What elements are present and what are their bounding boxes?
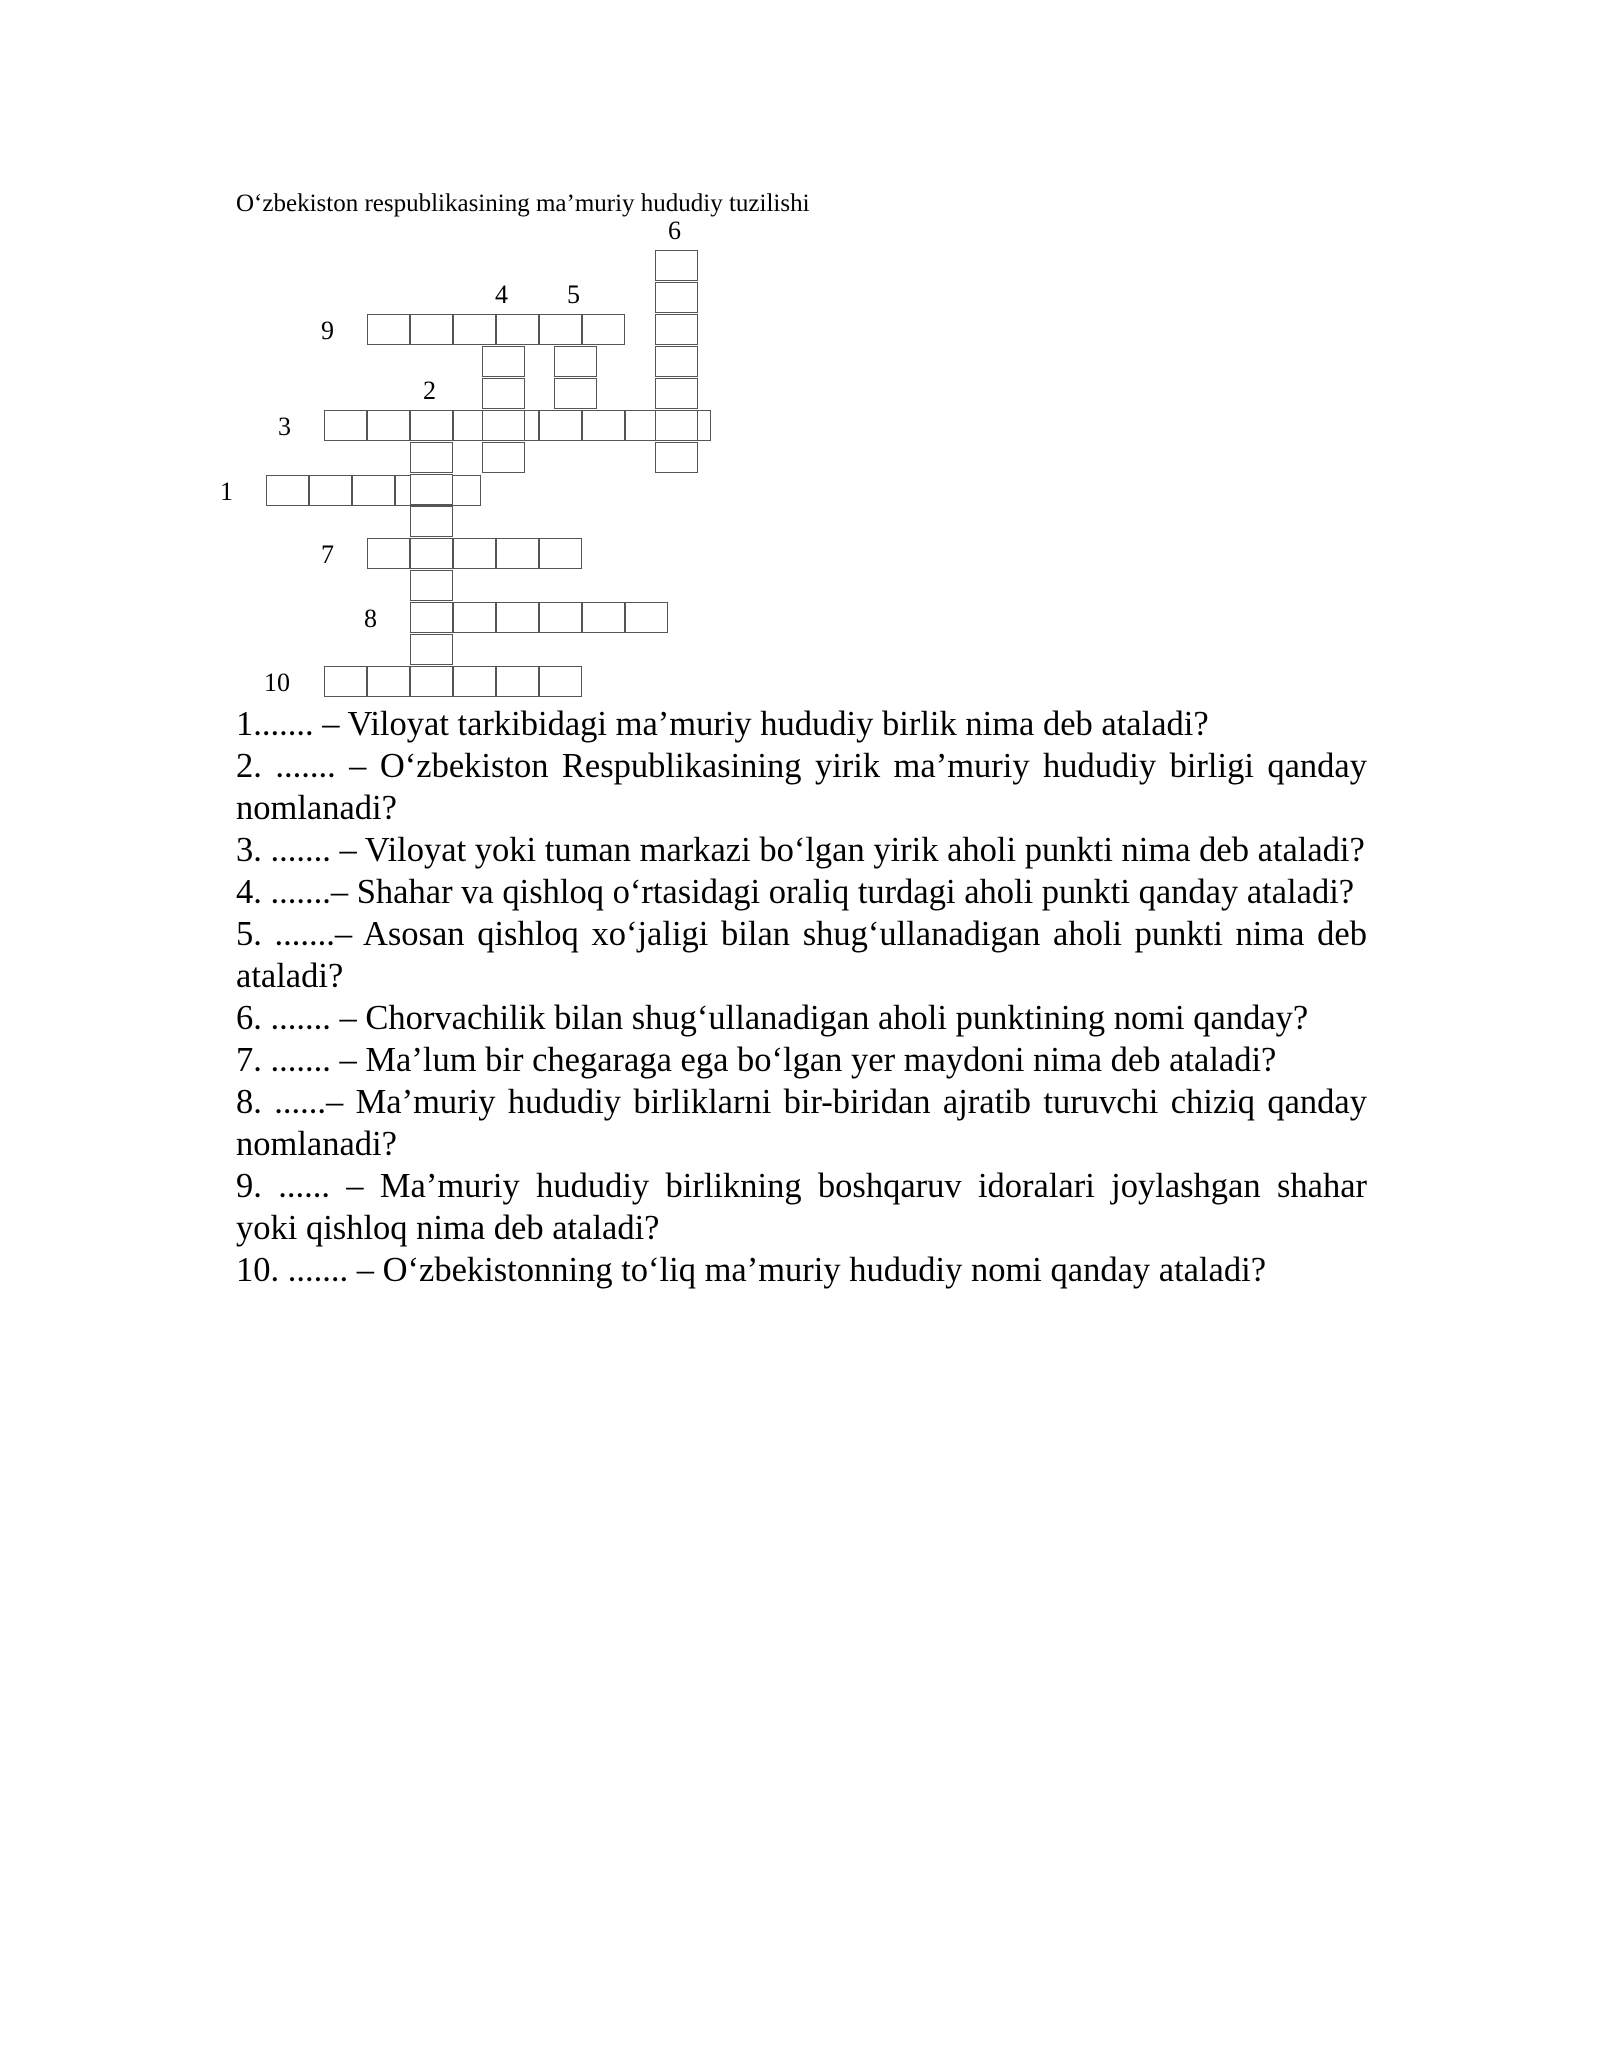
crossword-cell-10-6[interactable]	[539, 666, 582, 697]
crossword-cell-9-2[interactable]	[410, 314, 453, 345]
crossword-cell-4-2[interactable]	[482, 346, 525, 377]
crossword-cell-9-6[interactable]	[582, 314, 625, 345]
crossword-cell-1-2[interactable]	[309, 475, 352, 506]
crossword-cell-3-1[interactable]	[324, 410, 367, 441]
crossword-cell-2-2[interactable]	[410, 442, 453, 473]
crossword-cell-7-1[interactable]	[367, 538, 410, 569]
crossword-cell-2-8[interactable]	[410, 634, 453, 665]
crossword-cell-4-4[interactable]	[482, 410, 525, 441]
crossword-cell-8-2[interactable]	[453, 602, 496, 633]
crossword-cell-2-1[interactable]	[410, 410, 453, 441]
crossword-cell-9-4[interactable]	[496, 314, 539, 345]
crossword-cell-6-2[interactable]	[655, 282, 698, 313]
crossword-cell-2-5[interactable]	[410, 538, 453, 569]
clue-number-4: 4	[495, 280, 508, 309]
question-2: 2. ....... – O‘zbekiston Respublikasining yirik ma’muriy hududiy birligi qanday nomlanadi?	[236, 747, 1367, 827]
clue-number-3: 3	[278, 412, 291, 441]
crossword-cell-3-6[interactable]	[539, 410, 582, 441]
crossword-cell-8-6[interactable]	[625, 602, 668, 633]
crossword-cell-10-1[interactable]	[324, 666, 367, 697]
worksheet-title: O‘zbekiston respublikasining ma’muriy hududiy tuzilishi	[236, 190, 810, 217]
question-5: 5. .......– Asosan qishloq xo‘jaligi bilan shug‘ullanadigan aholi punkti nima deb ataladi?	[236, 915, 1367, 995]
question-3: 3. ....... – Viloyat yoki tuman markazi bo‘lgan yirik aholi punkti nima deb ataladi?	[236, 831, 1365, 869]
crossword-cell-9-1[interactable]	[367, 314, 410, 345]
crossword-cell-8-3[interactable]	[496, 602, 539, 633]
crossword-cell-10-3[interactable]	[410, 666, 453, 697]
crossword-cell-7-3[interactable]	[453, 538, 496, 569]
crossword-cell-4-3[interactable]	[482, 378, 525, 409]
question-9: 9. ...... – Ma’muriy hududiy birlikning boshqaruv idoralari joylashgan shahar yoki qishloq nima deb ataladi?	[236, 1167, 1367, 1247]
clue-number-2: 2	[423, 376, 436, 405]
crossword-cell-7-5[interactable]	[539, 538, 582, 569]
crossword-cell-6-7[interactable]	[655, 442, 698, 473]
question-10: 10. ....... – O‘zbekistonning to‘liq ma’muriy hududiy nomi qanday ataladi?	[236, 1251, 1267, 1289]
question-4: 4. .......– Shahar va qishloq o‘rtasidagi oraliq turdagi aholi punkti qanday ataladi?	[236, 873, 1355, 911]
question-8: 8. ......– Ma’muriy hududiy birliklarni bir-biridan ajratib turuvchi chiziq qanday nomlanadi?	[236, 1083, 1367, 1163]
crossword-cell-10-2[interactable]	[367, 666, 410, 697]
clue-number-8: 8	[364, 604, 377, 633]
clue-number-1: 1	[220, 477, 233, 506]
crossword-cell-6-4[interactable]	[655, 346, 698, 377]
crossword-cell-1-3[interactable]	[352, 475, 395, 506]
clue-number-6: 6	[668, 216, 681, 245]
crossword-cell-6-6[interactable]	[655, 410, 698, 441]
crossword-cell-4-5[interactable]	[482, 442, 525, 473]
crossword-cell-10-5[interactable]	[496, 666, 539, 697]
clue-number-10: 10	[264, 668, 290, 697]
crossword-cell-7-4[interactable]	[496, 538, 539, 569]
crossword-cell-10-4[interactable]	[453, 666, 496, 697]
crossword-cell-9-5[interactable]	[539, 314, 582, 345]
question-6: 6. ....... – Chorvachilik bilan shug‘ullanadigan aholi punktining nomi qanday?	[236, 999, 1309, 1037]
crossword-cell-2-4[interactable]	[410, 506, 453, 537]
crossword-cell-1-1[interactable]	[266, 475, 309, 506]
crossword-grid	[0, 0, 1600, 720]
crossword-cell-2-6[interactable]	[410, 570, 453, 601]
crossword-cell-2-3[interactable]	[410, 474, 453, 505]
crossword-cell-5-2[interactable]	[554, 346, 597, 377]
questions-list	[236, 703, 1367, 1291]
crossword-cell-2-7[interactable]	[410, 602, 453, 633]
crossword-cell-9-3[interactable]	[453, 314, 496, 345]
question-1: 1....... – Viloyat tarkibidagi ma’muriy hududiy birlik nima deb ataladi?	[236, 705, 1209, 743]
crossword-cell-6-5[interactable]	[655, 378, 698, 409]
clue-number-9: 9	[321, 316, 334, 345]
crossword-cell-6-3[interactable]	[655, 314, 698, 345]
crossword-cell-5-3[interactable]	[554, 378, 597, 409]
question-7: 7. ....... – Ma’lum bir chegaraga ega bo‘lgan yer maydoni nima deb ataladi?	[236, 1041, 1277, 1079]
clue-number-5: 5	[567, 280, 580, 309]
crossword-cell-3-7[interactable]	[582, 410, 625, 441]
crossword-cell-8-4[interactable]	[539, 602, 582, 633]
crossword-cell-3-2[interactable]	[367, 410, 410, 441]
crossword-cell-8-5[interactable]	[582, 602, 625, 633]
clue-number-7: 7	[321, 540, 334, 569]
crossword-cell-6-1[interactable]	[655, 250, 698, 281]
